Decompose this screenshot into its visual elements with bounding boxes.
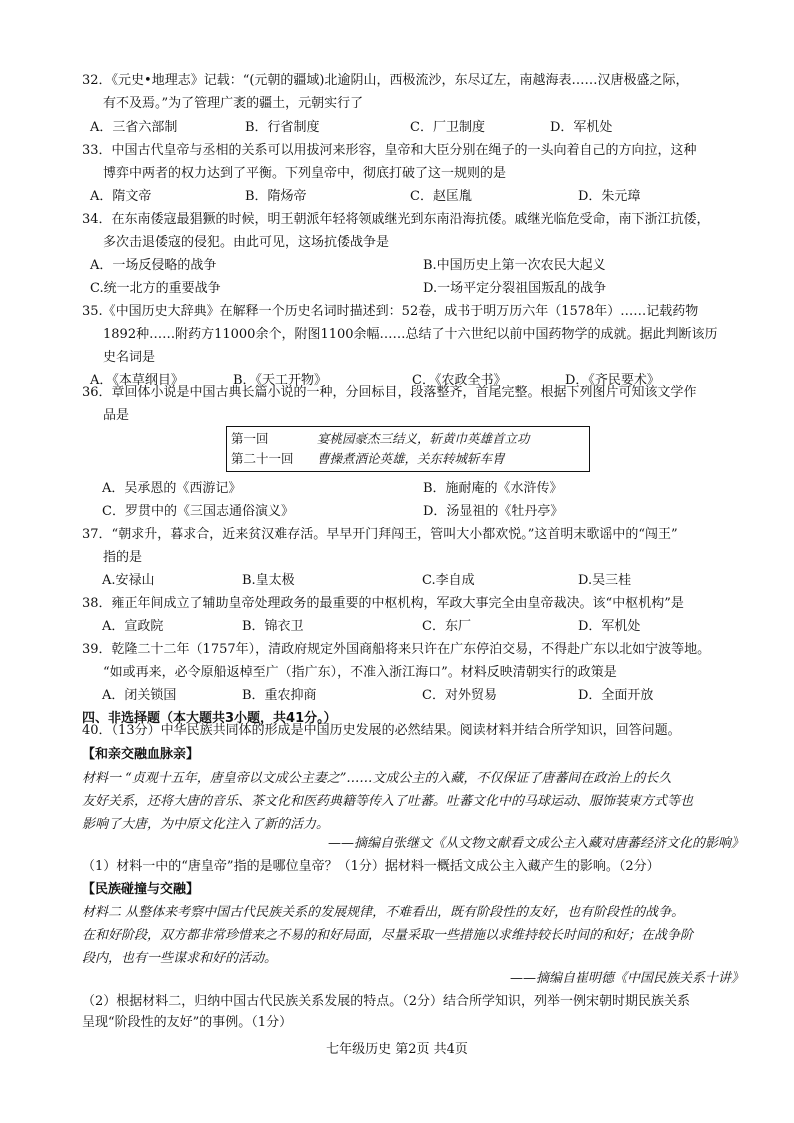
q37-option-c[interactable]: C.李自成 [422, 573, 475, 588]
q33-option-a[interactable]: A．隋文帝 [90, 189, 152, 204]
q35-option-d[interactable]: D．《齐民要术》 [565, 373, 660, 388]
q33-line-2: 博弈中两者的权力达到了平衡。下列皇帝中，彻底打破了这一规则的是 [103, 166, 507, 181]
q39-option-d[interactable]: D．全面开放 [578, 688, 654, 703]
q36-line-1: 36．章回体小说是中国古典长篇小说的一种，分回标目，段落整齐，首尾完整。根据下列图片可知该文学作 [82, 385, 697, 400]
q35-option-b[interactable]: B．《天工开物》 [233, 373, 328, 388]
page-footer: 七年级历史 第2页 共4页 [326, 1042, 468, 1057]
material-2-line-2: 在和好阶段，双方都非常珍惜来之不易的和好局面，尽量采取一些措施以求维持较长时间的和好；在战争阶 [82, 928, 694, 943]
q38-option-a[interactable]: A．宣政院 [102, 619, 164, 634]
q37-option-a[interactable]: A.安禄山 [102, 573, 155, 588]
material-2-line-3: 段内，也有一些谋求和好的活动。 [82, 951, 278, 966]
q37-line-1: 37．“朝求升，暮求合，近来贫汉难存活。早早开门拜闯王，管叫大小都欢悦。”这首明末歌谣中的“闯王” [82, 527, 678, 542]
q38-option-d[interactable]: D．军机处 [578, 619, 641, 634]
q32-option-c[interactable]: C．厂卫制度 [410, 120, 485, 135]
q40-sub-question-2-line-2: 呈现“阶段性的友好”的事例。（1分） [82, 1015, 293, 1030]
q32-line-2: 有不及焉。”为了管理广袤的疆土，元朝实行了 [103, 96, 364, 111]
chapter-title-box [226, 426, 590, 472]
q32-option-b[interactable]: B．行省制度 [245, 120, 320, 135]
q38-option-b[interactable]: B．锦衣卫 [242, 619, 304, 634]
q40-heading-2: 【民族碰撞与交融】 [82, 882, 200, 897]
q39-line-1: 39．乾隆二十二年（1757年），清政府规定外国商船将来只许在广东停泊交易，不得赴广东以北如宁波等地。 [82, 642, 711, 657]
q34-option-b[interactable]: B.中国历史上第一次农民大起义 [423, 258, 606, 273]
q37-option-b[interactable]: B.皇太极 [242, 573, 295, 588]
material-2-source: ——摘编自崔明德《中国民族关系十讲》 [509, 971, 744, 986]
q40-sub-question-1: （1）材料一中的“唐皇帝”指的是哪位皇帝？（1分）据材料一概括文成公主入藏产生的影响。（2分） [82, 859, 660, 874]
chapter-number: 第二十一回 [231, 451, 294, 466]
q36-options-row-1 [90, 478, 750, 500]
q35-option-c[interactable]: C．《农政全书》 [412, 373, 507, 388]
q36-line-2: 品是 [103, 408, 130, 423]
q34-options-row-2 [90, 278, 750, 300]
q39-option-c[interactable]: C．对外贸易 [422, 688, 497, 703]
q36-options-row-2 [90, 501, 750, 523]
q38-option-c[interactable]: C．东厂 [422, 619, 471, 634]
material-1-line-1: 材料一 “贞观十五年，唐皇帝以文成公主妻之”……文成公主的入藏，不仅保证了唐蕃间在政治上的长久 [82, 771, 672, 786]
q40-sub-question-2-line-1: （2）根据材料二，归纳中国古代民族关系发展的特点。（2分）结合所学知识，列举一例宋朝时期民族关系 [82, 994, 691, 1009]
q38-line-1: 38．雍正年间成立了辅助皇帝处理政务的最重要的中枢机构，军政大事完全由皇帝裁决。该“中枢机构”是 [82, 596, 684, 611]
q34-options-row-1 [90, 255, 750, 277]
q35-line-2: 1892种……附药方11000余个，附图1100余幅……总结了十六世纪以前中国药物学的成就。据此判断该历 [103, 327, 718, 342]
q37-option-d[interactable]: D.吴三桂 [578, 573, 632, 588]
q33-option-b[interactable]: B．隋炀帝 [245, 189, 307, 204]
q32-option-a[interactable]: A．三省六部制 [90, 120, 178, 135]
material-1-line-3: 影响了大唐，为中原文化注入了新的活力。 [82, 817, 330, 832]
q39-options [90, 685, 750, 707]
q33-option-c[interactable]: C．赵匡胤 [410, 189, 472, 204]
q34-option-c[interactable]: C.统一北方的重要战争 [90, 281, 221, 296]
q36-option-c[interactable]: C．罗贯中的《三国志通俗演义》 [102, 504, 294, 519]
q35-option-a[interactable]: A．《本草纲目》 [90, 373, 184, 388]
q33-option-d[interactable]: D．朱元璋 [578, 189, 641, 204]
q40-heading-1: 【和亲交融血脉亲】 [82, 747, 200, 762]
q36-option-a[interactable]: A．吴承恩的《西游记》 [102, 481, 242, 496]
q33-line-1: 33．中国古代皇帝与丞相的关系可以用拔河来形容，皇帝和大臣分别在绳子的一头向着自己的方向拉，这种 [82, 143, 697, 158]
chapter-title: 曹操煮酒论英雄，关东转城斩车胄 [317, 451, 505, 466]
q32-options [90, 117, 750, 139]
q34-option-a[interactable]: A．一场反侵略的战争 [90, 258, 217, 273]
q32-line-1: 32．《元史•地理志》记载：“(元朝的疆域)北逾阴山，西极流沙，东尽辽左，南越海表……汉唐极盛之际， [82, 73, 689, 88]
q36-option-b[interactable]: B．施耐庵的《水浒传》 [423, 481, 563, 496]
q37-line-2: 指的是 [103, 550, 143, 565]
q39-line-2: “如或再来，必令原船返棹至广（指广东），不准入浙江海口”。材料反映清朝实行的政策是 [103, 665, 617, 680]
material-1-line-2: 友好关系，还将大唐的音乐、茶文化和医药典籍等传入了吐蕃。吐蕃文化中的马球运动、服饰装束方式等也 [82, 794, 694, 809]
q35-line-1: 35.《中国历史大辞典》在解释一个历史名词时描述到：52卷，成书于明万历六年（1578年）……记载药物 [82, 304, 699, 319]
material-2-line-1: 材料二 从整体来考察中国古代民族关系的发展规律，不难看出，既有阶段性的友好，也有阶段性的战争。 [82, 905, 685, 920]
q34-line-2: 多次击退倭寇的侵犯。由此可见，这场抗倭战争是 [103, 235, 390, 250]
q34-line-1: 34．在东南倭寇最猖獗的时候，明王朝派年轻将领戚继光到东南沿海抗倭。戚继光临危受命，南下浙江抗倭， [82, 212, 710, 227]
q39-option-a[interactable]: A．闭关锁国 [102, 688, 177, 703]
chapter-number: 第一回 [231, 431, 269, 446]
q33-options [90, 186, 750, 208]
section-heading: 四、非选择题（本大题共3小题，共41分。） [82, 711, 337, 726]
chapter-title: 宴桃园豪杰三结义，斩黄巾英雄首立功 [317, 431, 530, 446]
q38-options [90, 616, 750, 638]
material-1-source: ——摘编自张继文《从文物文献看文成公主入藏对唐蕃经济文化的影响》 [327, 836, 744, 851]
q39-option-b[interactable]: B．重农抑商 [242, 688, 317, 703]
q36-option-d[interactable]: D．汤显祖的《牡丹亭》 [423, 504, 564, 519]
q35-line-3: 史名词是 [103, 350, 156, 365]
q32-option-d[interactable]: D．军机处 [550, 120, 613, 135]
q37-options [90, 570, 750, 592]
q34-option-d[interactable]: D.一场平定分裂祖国叛乱的战争 [423, 281, 607, 296]
q40-intro: 40．（13分）中华民族共同体的形成是中国历史发展的必然结果。阅读材料并结合所学知识，回答问题。 [82, 723, 681, 738]
